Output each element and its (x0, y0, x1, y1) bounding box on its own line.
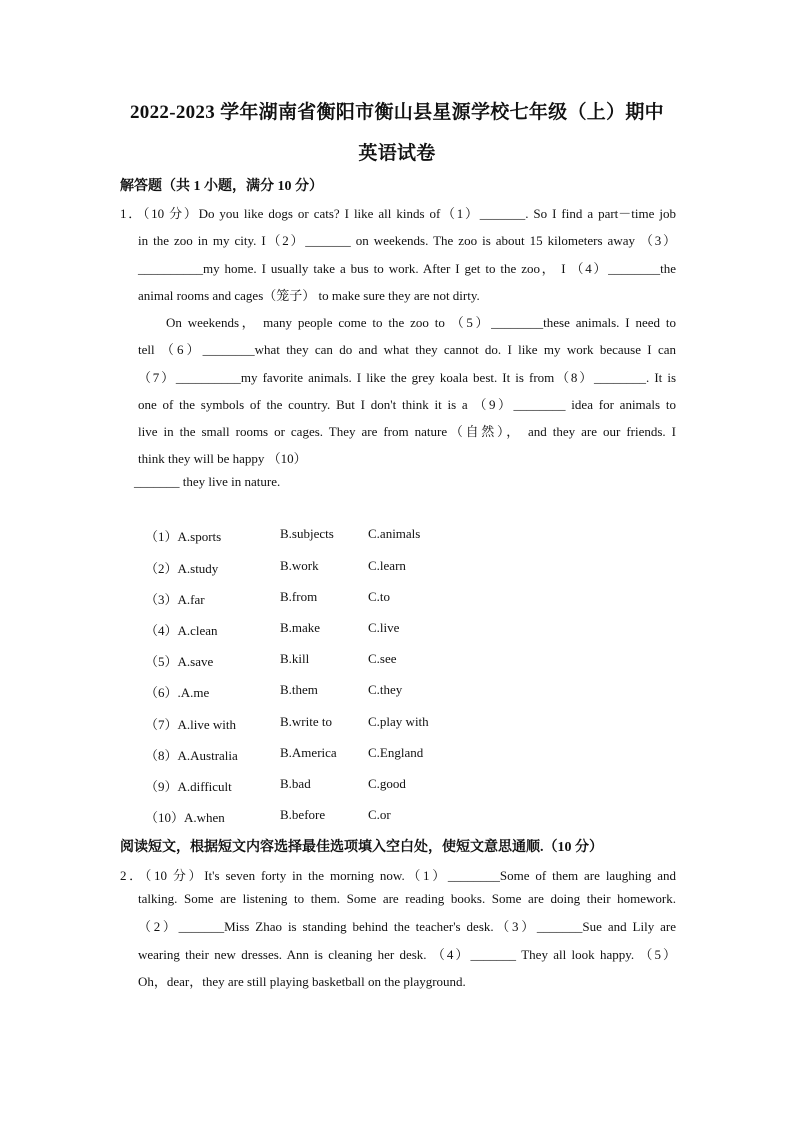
option-c: C.learn (368, 558, 406, 573)
option-a: （2）A.study (145, 561, 219, 576)
option-a: （7）A.live with (145, 717, 236, 732)
passage2-line: wearing their new dresses. Ann is cleaning her desk. （4）_______ They all look happy. （5） (138, 947, 676, 962)
passage1-line: 1．（10 分）Do you like dogs or cats? I like all kinds of（1）_______. So I find a part－time job (120, 206, 676, 221)
option-a: （6）.A.me (145, 685, 210, 700)
option-a: （8）A.Australia (145, 748, 238, 763)
option-a: （3）A.far (145, 592, 205, 607)
section1-heading: 解答题（共 1 小题，满分 10 分） (120, 179, 323, 194)
option-b: B.before (280, 807, 326, 822)
passage1-line: tell （6）________what they can do and what they cannot do. I like my work because I can (138, 342, 676, 357)
passage1-line: animal rooms and cages（笼子） to make sure they are not dirty. (138, 288, 480, 303)
passage2-line: （2）_______Miss Zhao is standing behind the teacher's desk.（3）_______Sue and Lily are (138, 919, 676, 934)
passage2-line: Oh，dear，they are still playing basketball on the playground. (138, 974, 466, 989)
passage1-line: live in the small rooms or cages. They are from nature（自然）， and they are our friends. I (138, 424, 676, 439)
passage1-line: （7）__________my favorite animals. I like the grey koala best. It is from（8）________. It is (138, 370, 676, 385)
passage2-line: talking. Some are listening to them. Some are reading books. Some are doing their homework. (138, 891, 676, 906)
option-b: B.kill (280, 651, 310, 666)
option-c: C.they (368, 682, 403, 697)
passage1-line: think they will be happy （10） (138, 451, 307, 466)
option-c: C.good (368, 776, 406, 791)
option-c: C.live (368, 620, 400, 635)
option-a: （5）A.save (145, 654, 214, 669)
option-c: C.to (368, 589, 391, 604)
option-b: B.subjects (280, 526, 334, 541)
passage1-line: one of the symbols of the country. But I don't think it is a （9）________ idea for animals to (138, 397, 676, 412)
passage2-line: 2．（10 分）It's seven forty in the morning now.（1）________Some of them are laughing and (120, 868, 676, 883)
passage1-line: On weekends， many people come to the zoo to （5）________these animals. I need to (166, 315, 676, 330)
option-a: （10）A.when (145, 810, 225, 825)
option-a: （1）A.sports (145, 529, 222, 544)
option-b: B.America (280, 745, 337, 760)
option-b: B.work (280, 558, 319, 573)
passage1-line: _______ they live in nature. (134, 474, 281, 489)
option-b: B.make (280, 620, 321, 635)
option-b: B.them (280, 682, 318, 697)
passage1-line: __________my home. I usually take a bus to work. After I get to the zoo， I （4）________the (138, 261, 676, 276)
option-b: B.bad (280, 776, 311, 791)
option-c: C.animals (368, 526, 421, 541)
exam-title-line1: 2022-2023 学年湖南省衡阳市衡山县星源学校七年级（上）期中 (130, 102, 664, 123)
option-a: （9）A.difficult (145, 779, 232, 794)
passage1-line: in the zoo in my city. I（2）_______ on weekends. The zoo is about 15 kilometers away （3） (138, 233, 676, 248)
option-c: C.or (368, 807, 391, 822)
option-b: B.from (280, 589, 318, 604)
option-c: C.see (368, 651, 397, 666)
exam-title-line2: 英语试卷 (358, 143, 436, 164)
option-c: C.England (368, 745, 424, 760)
option-a: （4）A.clean (145, 623, 218, 638)
option-b: B.write to (280, 714, 332, 729)
section2-heading: 阅读短文，根据短文内容选择最佳选项填入空白处，使短文意思通顺.（10 分） (120, 840, 603, 855)
option-c: C.play with (368, 714, 429, 729)
